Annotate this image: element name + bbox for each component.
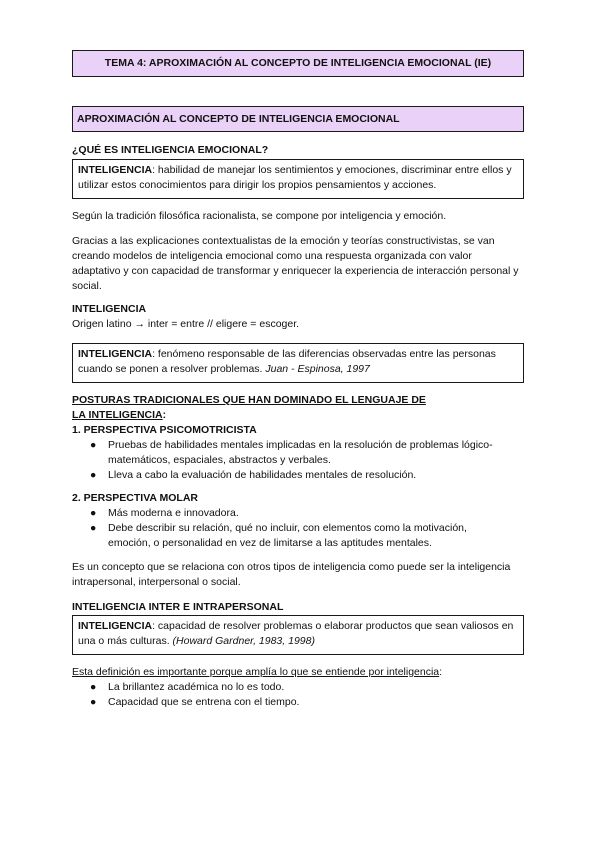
list-item [72,680,512,695]
definition-text: : fenómeno responsable de las diferencias observadas entre las personas cuando se ponen a resolver problemas. [78,348,496,375]
question-heading: ¿QUÉ ES INTELIGENCIA EMOCIONAL? [72,144,269,156]
perspective-2-list [72,506,512,551]
bullet-icon: ● [90,469,97,481]
definition-citation: Juan - Espinosa, 1997 [265,363,370,375]
definition-term: INTELIGENCIA [78,620,153,632]
definition-text: : capacidad de resolver problemas o elaborar productos que sean valiosos en una o más culturas. [78,620,514,647]
perspective-2-heading: 2. PERSPECTIVA MOLAR [72,492,199,504]
section-title: APROXIMACIÓN AL CONCEPTO DE INTELIGENCIA EMOCIONAL [72,106,524,132]
list-item-text: Capacidad que se entrena con el tiempo. [108,696,300,708]
list-item-text: Más moderna e innovadora. [108,507,239,519]
importance-note-text: Esta definición es importante porque amplía lo que se entiende por inteligencia [72,666,440,678]
importance-note [72,665,442,680]
definition-text: : habilidad de manejar los sentimientos y emociones, discriminar entre ellos y utilizar estos conocimientos para dirigir los propios pensamientos y acciones. [78,164,512,191]
origin-text: Origen latino → inter = entre // eligere = escoger. [72,318,300,330]
bullet-icon: ● [90,696,97,708]
definition-box-1 [72,159,524,199]
list-item [72,695,512,710]
list-item-text: Pruebas de habilidades mentales implicadas en la resolución de problemas lógico-matemáticos, espaciales, abstractos y verbales. [108,439,493,466]
paragraph-contextualist: Gracias a las explicaciones contextualistas de la emoción y teorías constructivistas, se van creando modelos de inteligencia emocional como una respuesta organizada con valor adaptativo y con capacidad de transformar y enriquecer la experiencia de interacción personal y social. [72,235,519,292]
perspective-1-list [72,438,512,483]
paragraph-rationalist: Según la tradición filosófica racionalista, se compone por inteligencia y emoción. [72,210,447,222]
list-item [72,438,512,468]
paragraph-related-intelligences: Es un concepto que se relaciona con otros tipos de inteligencia como puede ser la inteligencia intrapersonal, interpersonal o social. [72,561,511,588]
postures-heading [72,393,432,423]
list-item [72,521,512,551]
bullet-icon: ● [90,507,97,519]
bullet-icon: ● [90,522,97,534]
definition-citation: (Howard Gardner, 1983, 1998) [172,635,315,647]
definition-term: INTELIGENCIA [78,348,153,360]
importance-colon: : [439,666,443,678]
page-title: TEMA 4: APROXIMACIÓN AL CONCEPTO DE INTELIGENCIA EMOCIONAL (IE) [72,50,524,77]
postures-heading-text: POSTURAS TRADICIONALES QUE HAN DOMINADO EL LENGUAJE DE LA INTELIGENCIA [72,394,426,421]
postures-colon: : [162,409,167,421]
inter-intra-heading: INTELIGENCIA INTER E INTRAPERSONAL [72,601,284,613]
list-item [72,468,512,483]
definition-box-3 [72,615,524,655]
intelligence-heading: INTELIGENCIA [72,303,147,315]
bullet-icon: ● [90,439,97,451]
list-item [72,506,512,521]
list-item-text: La brillantez académica no lo es todo. [108,681,285,693]
list-item-text: Lleva a cabo la evaluación de habilidades mentales de resolución. [108,469,417,481]
bullet-icon: ● [90,681,97,693]
list-item-text: Debe describir su relación, qué no incluir, con elementos como la motivación, emoción, o personalidad en vez de limitarse a las aptitudes mentales. [108,522,467,549]
definition-term: INTELIGENCIA [78,164,153,176]
perspective-1-heading: 1. PERSPECTIVA PSICOMOTRICISTA [72,424,257,436]
importance-list [72,680,512,710]
definition-box-2 [72,343,524,383]
